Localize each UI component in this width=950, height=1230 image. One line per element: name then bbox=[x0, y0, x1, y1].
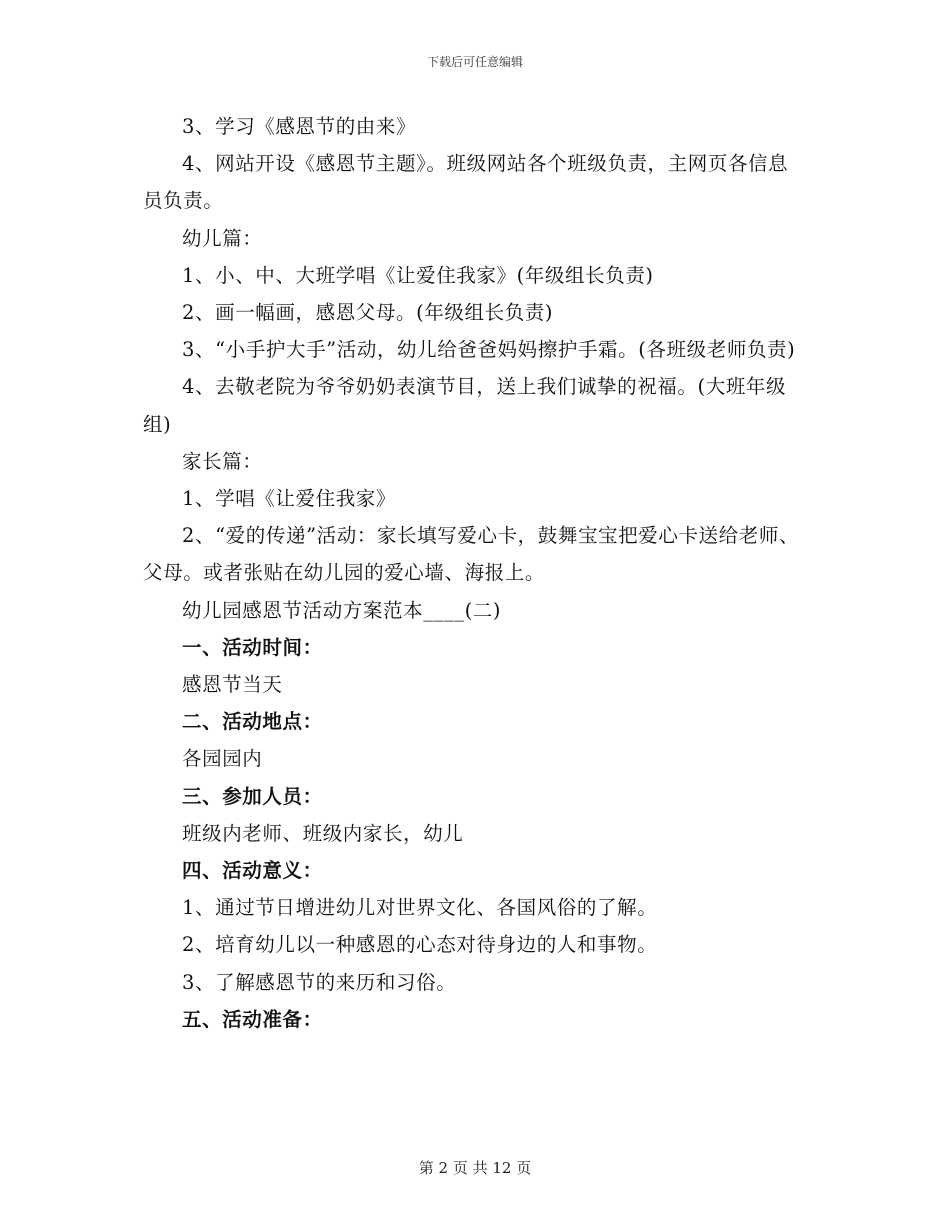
paragraph: 2、培育幼儿以一种感恩的心态对待身边的人和事物。 bbox=[182, 933, 658, 957]
section-heading: 五、活动准备： bbox=[182, 1007, 323, 1031]
section-label: 家长篇： bbox=[182, 449, 263, 473]
paragraph: 1、小、中、大班学唱《让爱住我家》(年级组长负责) bbox=[182, 263, 654, 287]
paragraph: 班级内老师、班级内家长，幼儿 bbox=[182, 821, 464, 845]
document-subtitle: 幼儿园感恩节活动方案范本____(二) bbox=[182, 598, 502, 622]
paragraph: 3、学习《感恩节的由来》 bbox=[182, 115, 417, 138]
section-heading: 三、参加人员： bbox=[182, 784, 323, 808]
page-footer: 第 2 页 共 12 页 bbox=[418, 1159, 532, 1177]
paragraph: 2、画一幅画，感恩父母。(年级组长负责) bbox=[182, 301, 554, 325]
paragraph: 1、学唱《让爱住我家》 bbox=[182, 487, 397, 511]
paragraph: 2、“爱的传递”活动：家长填写爱心卡，鼓舞宝宝把爱心卡送给老师、父母。或者张贴在幼儿园的爱心墙、海报上。 bbox=[143, 524, 800, 585]
section-heading: 二、活动地点： bbox=[182, 710, 323, 734]
paragraph: 3、了解感恩节的来历和习俗。 bbox=[182, 970, 457, 994]
section-heading: 一、活动时间： bbox=[182, 635, 323, 659]
section-label: 幼儿篇： bbox=[182, 226, 263, 250]
paragraph: 感恩节当天 bbox=[182, 673, 283, 697]
document-body bbox=[143, 108, 808, 1038]
section-heading: 四、活动意义： bbox=[182, 859, 323, 883]
paragraph: 1、通过节日增进幼儿对世界文化、各国风俗的了解。 bbox=[182, 896, 658, 920]
paragraph: 3、“小手护大手”活动，幼儿给爸爸妈妈擦护手霜。(各班级老师负责) bbox=[182, 338, 796, 362]
paragraph: 4、网站开设《感恩节主题》。班级网站各个班级负责，主网页各信息员负责。 bbox=[143, 152, 789, 213]
page-header: 下载后可任意编辑 bbox=[426, 55, 523, 69]
paragraph: 各园园内 bbox=[182, 747, 263, 771]
paragraph: 4、去敬老院为爷爷奶奶表演节目，送上我们诚挚的祝福。(大班年级组) bbox=[143, 375, 787, 436]
